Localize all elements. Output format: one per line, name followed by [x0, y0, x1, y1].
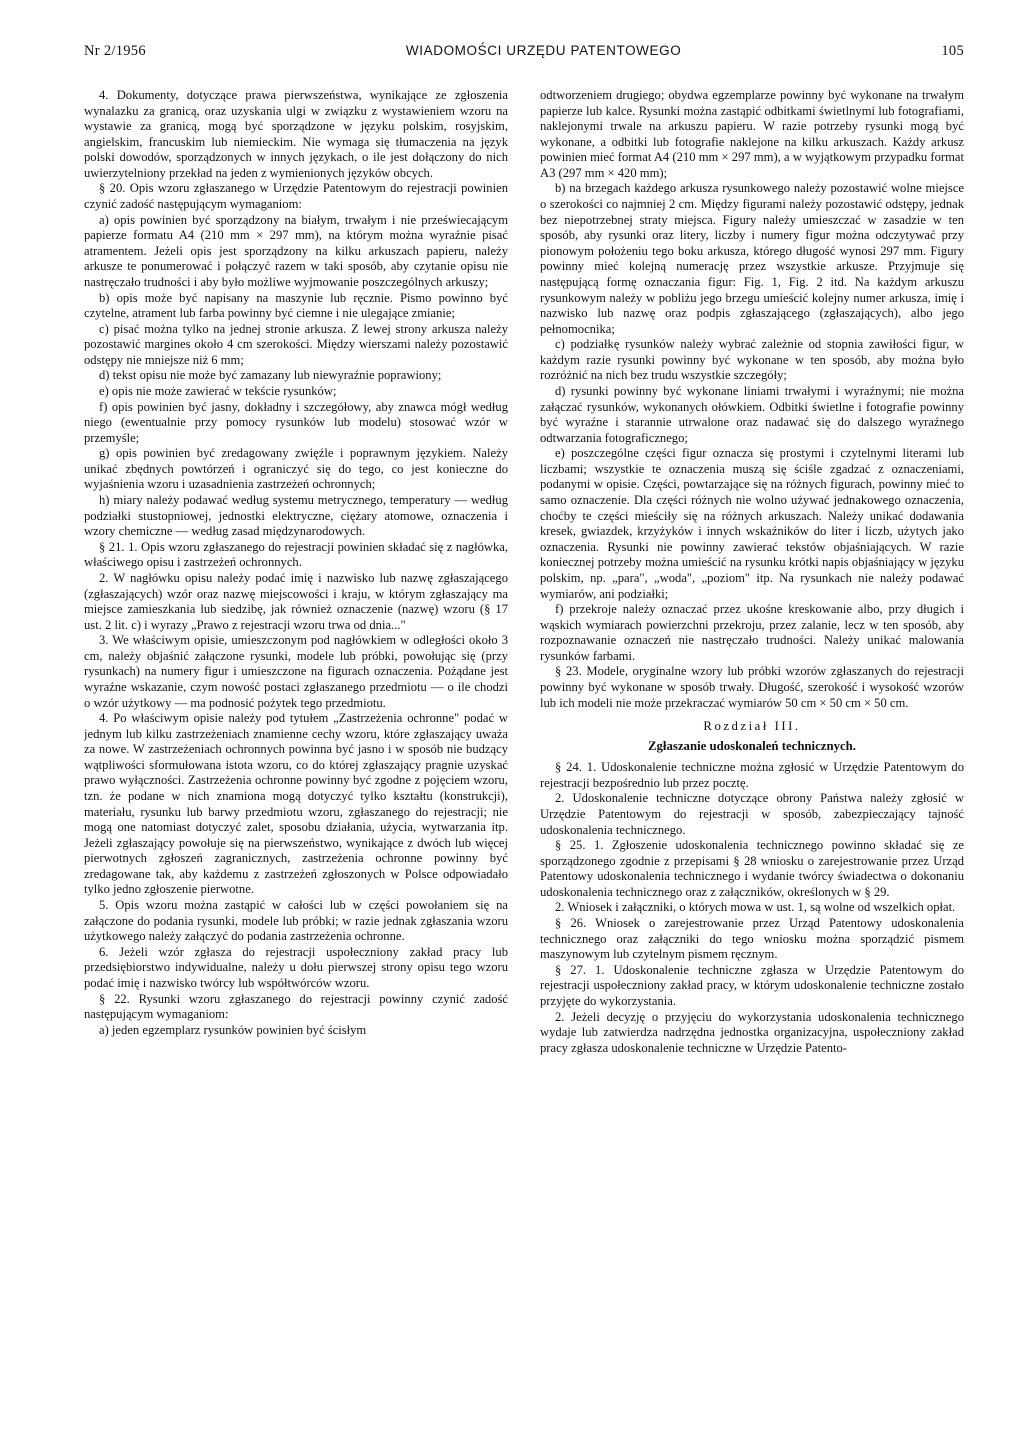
paragraph: h) miary należy podawać według systemu metrycznego, temperatury — według podziałki stustopniowej, jednostki elektryczne, ciężary atomowe, oznaczenia i wzory chemiczne — według zasad międzynarodowych.: [84, 493, 508, 539]
paragraph: e) opis nie może zawierać w tekście rysunków;: [99, 383, 337, 398]
paragraph: d) tekst opisu nie może być zamazany lub niewyraźnie poprawiony;: [99, 368, 442, 383]
journal-title: WIADOMOŚCI URZĘDU PATENTOWEGO: [405, 43, 682, 58]
paragraph: a) opis powinien być sporządzony na białym, trwałym i nie przeświecającym papierze formatu A4 (210 mm × 297 mm), na którym można wyraźnie pisać atramentem. Jeżeli opis jest sporządzony na kilku arkuszach papieru, należy arkusze te ponumerować i połączyć razem w taki sposób, aby czytanie opisu nie nastręczało trudności i aby było możliwe wyjmowanie poszczególnych arkuszy;: [84, 212, 508, 289]
paragraph: § 20. Opis wzoru zgłaszanego w Urzędzie Patentowym do rejestracji powinien czynić zadość następującym wymaganiom:: [84, 181, 508, 212]
text-columns: [84, 88, 964, 1428]
page-number: 105: [941, 43, 964, 59]
paragraph: § 27. 1. Udoskonalenie techniczne zgłasza w Urzędzie Patentowym do rejestracji uspołeczniony zakład pracy, w którym udoskonalenie techniczne zostało przyjęte do wykorzystania.: [540, 962, 964, 1008]
paragraph: 6. Jeżeli wzór zgłasza do rejestracji uspołeczniony zakład pracy lub przedsiębiorstwo indywidualne, należy u dołu pierwszej strony opisu tego wzoru podać imię i nazwisko twórcy lub współtwórców wzoru.: [84, 944, 508, 990]
paragraph: 3. We właściwym opisie, umieszczonym pod nagłówkiem w odległości około 3 cm, należy objaśnić załączone rysunki, modele lub próbki, powołując się (przy rysunkach) na numery figur i umieszczone na figurach oznaczenia. Pożądane jest wyraźne wskazanie, czym nowość postaci zgłaszanego przedmiotu — o ile chodzi o wzór użytkowy — ma podnosić pożytek tego przedmiotu.: [84, 633, 508, 710]
paragraph: 2. W nagłówku opisu należy podać imię i nazwisko lub nazwę zgłaszającego (zgłaszających) wzór oraz nazwę miejscowości i kraju, w którym zgłaszający ma miejsce zamieszkania lub siedzibę, jak również oznaczenie (nazwę) wzoru (§ 17 ust. 2 lit. c) i wyrazy „Prawo z rejestracji wzoru trwa od dnia...": [84, 570, 508, 632]
paragraph: 2. Udoskonalenie techniczne dotyczące obrony Państwa należy zgłosić w Urzędzie Patentowym do rejestracji w sposób, zabezpieczający tajność udoskonalenia technicznego.: [540, 791, 964, 837]
paragraph: § 23. Modele, oryginalne wzory lub próbki wzorów zgłaszanych do rejestracji powinny być wykonane w sposób trwały. Długość, szerokość i wysokość wzorów lub ich modeli nie może przekraczać wymiarów 50 cm × 50 cm × 50 cm.: [540, 664, 964, 710]
paragraph: § 21. 1. Opis wzoru zgłaszanego do rejestracji powinien składać się z nagłówka, właściwego opisu i zastrzeżeń ochronnych.: [84, 539, 508, 570]
paragraph: 2. Wniosek i załączniki, o których mowa w ust. 1, są wolne od wszelkich opłat.: [555, 900, 956, 915]
paragraph: 5. Opis wzoru można zastąpić w całości lub w części powołaniem się na załączone do podania rysunki, modele lub próbki; w razie jednak zgłaszania wzoru użytkowego należy załączyć do podania zastrzeżenia ochronne.: [84, 898, 508, 944]
paragraph: 2. Jeżeli decyzję o przyjęciu do wykorzystania udoskonalenia technicznego wydaje lub zatwierdza nadrzędna jednostka organizacyjna, uspołeczniony zakład pracy zgłasza udoskonalenie techniczne w Urzędzie Patento-: [540, 1009, 964, 1055]
paragraph: § 26. Wniosek o zarejestrowanie przez Urząd Patentowy udoskonalenia technicznego oraz załączniki do tego wniosku można sporządzić pismem maszynowym lub czytelnym pismem ręcznym.: [540, 916, 964, 962]
right-column: [540, 88, 964, 1426]
paragraph: odtworzeniem drugiego; obydwa egzemplarze powinny być wykonane na trwałym papierze lub kalce. Rysunki można zastąpić odbitkami świetlnymi lub fotografiami, naklejonymi trwale na arkuszu papieru. W razie potrzeby rysunki mogą być wykonane, a odbitki lub fotografie naklejone na kilku arkuszach. Każdy arkusz powinien mieć format A4 (210 mm × 297 mm), a w wyjątkowym przypadku format A3 (297 mm × 420 mm);: [540, 88, 964, 180]
paragraph: b) na brzegach każdego arkusza rysunkowego należy pozostawić wolne miejsce o szerokości co najmniej 2 cm. Między figurami należy pozostawić odstępy, jednak bez niepotrzebnej straty miejsca. Figury należy umieszczać w zasadzie w ten sposób, aby rysunki oraz litery, liczby i numery figur można odczytywać przy pionowym położeniu tego boku arkusza, którego długość wynosi 297 mm. Figury powinny mieć kolejną numerację przez wszystkie arkusze. Przyjmuje się następującą formę oznaczania figur: Fig. 1, Fig. 2 itd. Na każdym arkuszu rysunkowym należy w pobliżu jego brzegu umieścić kolejny numer arkusza, imię i nazwisko lub nazwę oraz podpis zgłaszającego (zgłaszających), albo jego pełnomocnika;: [540, 181, 964, 336]
paragraph: c) pisać można tylko na jednej stronie arkusza. Z lewej strony arkusza należy pozostawić margines około 4 cm szerokości. Między wierszami należy pozostawić odstępy nie mniejsze niż 6 mm;: [84, 321, 508, 367]
paragraph: g) opis powinien być zredagowany zwięźle i poprawnym językiem. Należy unikać zbędnych powtórzeń i ograniczyć się do tego, co jest konieczne do wyjaśnienia wzoru i uzasadnienia zastrzeżeń ochronnych;: [84, 446, 508, 492]
paragraph: c) podziałkę rysunków należy wybrać zależnie od stopnia zawiłości figur, w każdym razie rysunki powinny być wykonane w ten sposób, aby można było rozróżnić na nich bez trudu wszystkie szczegóły;: [540, 337, 964, 383]
paragraph: a) jeden egzemplarz rysunków powinien być ścisłym: [99, 1022, 367, 1037]
paragraph: § 25. 1. Zgłoszenie udoskonalenia technicznego powinno składać się ze sporządzonego zgodnie z przepisami § 28 wniosku o zarejestrowanie przez Urząd Patentowy udoskonalenia technicznego i wydanie twórcy świadectwa o dokonaniu udoskonalenia technicznego oraz z załączników, określonych w § 29.: [540, 838, 964, 899]
paragraph: b) opis może być napisany na maszynie lub ręcznie. Pismo powinno być czytelne, atrament lub farba powinny być ciemne i nie ulegające zmianie;: [84, 290, 508, 321]
paragraph: 4. Dokumenty, dotyczące prawa pierwszeństwa, wynikające ze zgłoszenia wynalazku za granicą, oraz uzyskania ulgi w związku z wystawieniem wzoru na wystawie za granicą, mogą być sporządzone w języku polskim, rosyjskim, angielskim, francuskim lub niemieckim. Nie wymaga się tłumaczenia na język polski dowodów, sporządzonych w innych językach, o ile jest dołączony do nich uwierzytelniony przekład na jeden z wymienionych języków obcych.: [84, 88, 508, 180]
chapter-title: Zgłaszanie udoskonaleń technicznych.: [648, 738, 856, 753]
chapter-heading: Rozdział III.: [703, 719, 801, 734]
paragraph: 4. Po właściwym opisie należy pod tytułem „Zastrzeżenia ochronne" podać w jednym lub kilku zastrzeżeniach znamienne cechy wzoru, które zgłaszający uważa za nowe. W zastrzeżeniach ochronnych powinna być jasno i w sposób nie budzący wątpliwości sformułowana istota wzoru, co do której zgłaszający pragnie uzyskać prawo wyłączności. Zastrzeżenia ochronne powinny być zgodne z pojęciem wzoru, tzn. że podane w nich znamiona mogą dotyczyć tylko kształtu (konstrukcji), materiału, rysunku lub barwy przedmiotu wzoru, zgłaszanego do rejestracji; nie mogą one natomiast dotyczyć zalet, sposobu działania, użycia, wytwarzania itp. Jeżeli zgłaszający powołuje się na pierwszeństwo, wynikające z dwóch lub więcej pierwotnych zgłoszeń zagranicznych, zastrzeżenia ochronne powinny być zredagowane tak, aby każdemu z zastrzeżeń zgłoszonych w Polsce odpowiadało tylko jedno zgłoszenie pierwotne.: [84, 711, 508, 897]
paragraph: d) rysunki powinny być wykonane liniami trwałymi i wyraźnymi; nie można załączać rysunków, wykonanych ołówkiem. Odbitki świetlne i fotografie powinny być wyraźne i starannie utrwalone oraz nadawać się do dalszego wyraźnego odtwarzania fotograficznego;: [540, 383, 964, 445]
paragraph: § 22. Rysunki wzoru zgłaszanego do rejestracji powinny czynić zadość następującym wymaganiom:: [84, 991, 508, 1022]
running-header: [84, 42, 964, 60]
left-column: [84, 88, 508, 1426]
paragraph: f) opis powinien być jasny, dokładny i szczegółowy, aby znawca mógł według niego (ewentualnie przy pomocy rysunków lub modelu) stosować wzór w przemyśle;: [84, 399, 508, 445]
paragraph: e) poszczególne części figur oznacza się prostymi i czytelnymi literami lub liczbami; wszystkie te oznaczenia muszą się ściśle zgadzać z oznaczeniami, podanymi w opisie. Części, powtarzające się na różnych figurach, powinny mieć to samo oznaczenie. Dla części różnych nie wolno używać jednakowego oznaczenia, choćby te części mieściły się na różnych arkuszach. Należy unikać dodawania kresek, gwiazdek, krzyżyków i innych wskaźników do liter i liczb, użytych jako oznaczenia. Rysunki nie powinny zawierać tekstów objaśniających. W razie koniecznej potrzeby można umieścić na rysunku krótki napis objaśniający w języku polskim, np. „para", „woda", „poziom" itp. Na rysunkach nie należy podawać wymiarów, ani podziałki;: [540, 446, 964, 601]
issue-number: Nr 2/1956: [84, 43, 146, 59]
paragraph: f) przekroje należy oznaczać przez ukośne kreskowanie albo, przy długich i wąskich wymiarach powierzchni przekroju, przez zalanie, lecz w ten sposób, aby rozpoznawanie oznaczeń nie nastręczało trudności. Należy unikać malowania rysunków farbami.: [540, 602, 964, 663]
paragraph: § 24. 1. Udoskonalenie techniczne można zgłosić w Urzędzie Patentowym do rejestracji bezpośrednio lub przez pocztę.: [540, 760, 964, 790]
